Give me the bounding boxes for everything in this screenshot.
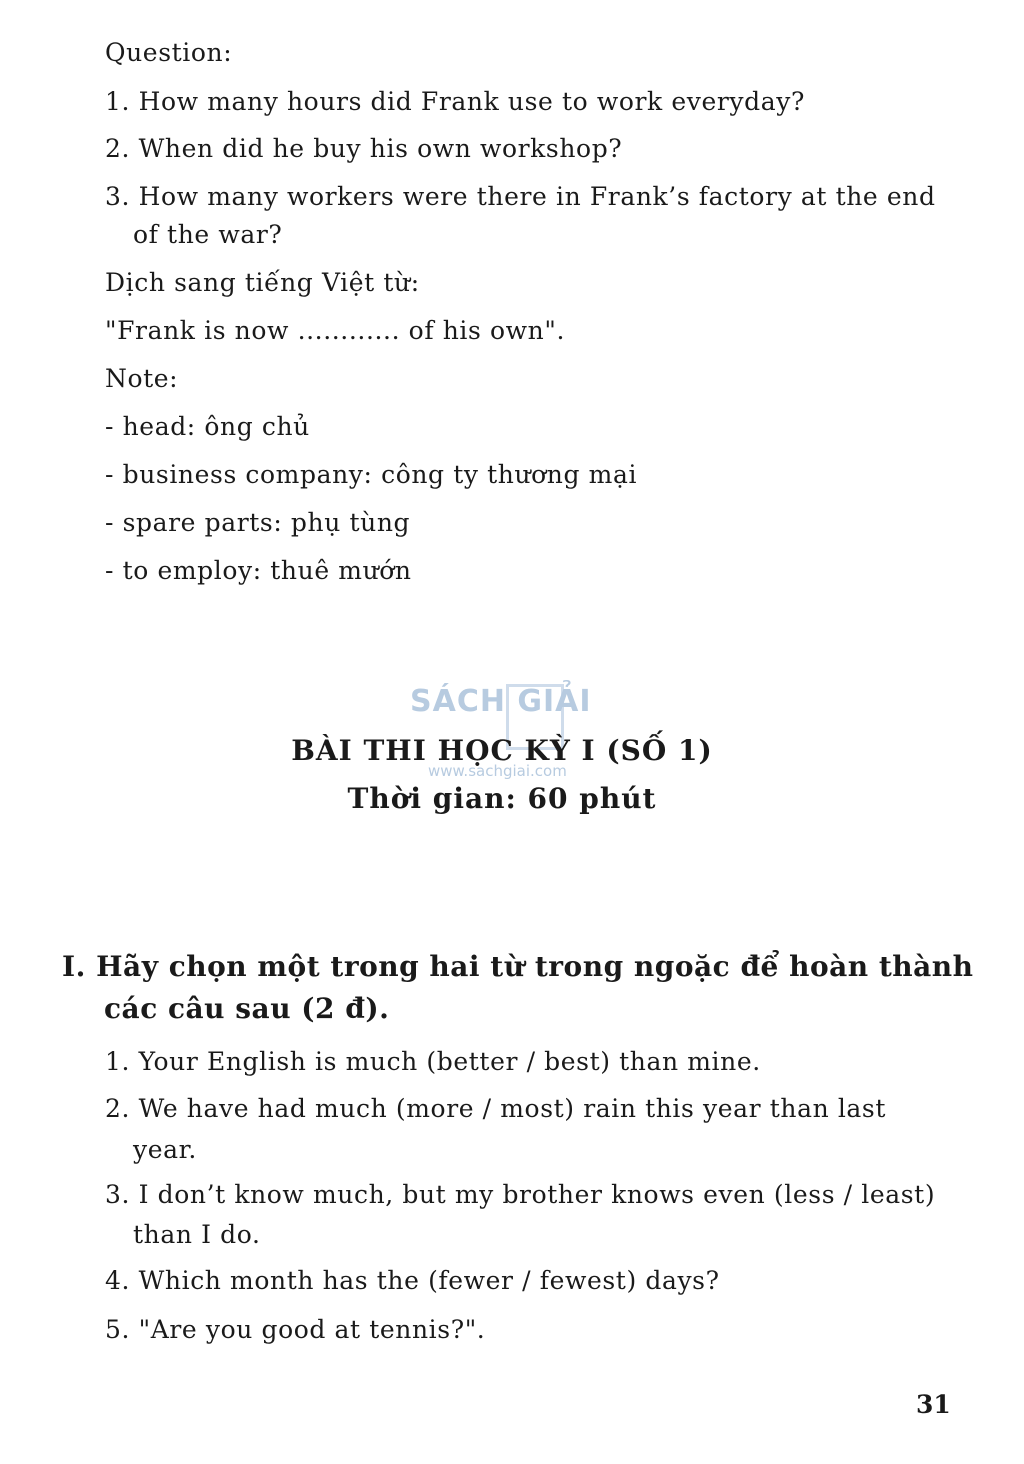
watermark-brand: SÁCH GIẢI bbox=[410, 684, 592, 719]
question-item: 3. How many workers were there in Frank’s factory at the end bbox=[105, 182, 936, 211]
translate-label: Dịch sang tiếng Việt từ: bbox=[105, 268, 420, 297]
note-label: Note: bbox=[105, 364, 179, 393]
exam-time: Thời gian: 60 phút bbox=[347, 782, 657, 815]
exercise-item-continuation: year. bbox=[133, 1135, 197, 1164]
exercise-item: 4. Which month has the (fewer / fewest) days? bbox=[105, 1266, 720, 1295]
exercise-item: 3. I don’t know much, but my brother knows even (less / least) bbox=[105, 1180, 936, 1209]
note-item: - business company: công ty thương mại bbox=[105, 460, 638, 489]
exercise-heading: I. Hãy chọn một trong hai từ trong ngoặc để hoàn thành bbox=[62, 950, 974, 983]
exam-title: BÀI THI HỌC KỲ I (SỐ 1) bbox=[291, 734, 713, 767]
question-item-continuation: of the war? bbox=[133, 220, 283, 249]
note-item: - to employ: thuê mướn bbox=[105, 556, 412, 585]
page-number: 31 bbox=[916, 1390, 951, 1419]
exercise-heading-continuation: các câu sau (2 đ). bbox=[104, 992, 390, 1025]
question-item: 1. How many hours did Frank use to work everyday? bbox=[105, 87, 805, 116]
watermark-url: www.sachgiai.com bbox=[428, 762, 567, 780]
note-item: - spare parts: phụ tùng bbox=[105, 508, 411, 537]
question-item: 2. When did he buy his own workshop? bbox=[105, 134, 623, 163]
exercise-item-continuation: than I do. bbox=[133, 1220, 261, 1249]
exercise-item: 2. We have had much (more / most) rain this year than last bbox=[105, 1094, 887, 1123]
exercise-item: 5. "Are you good at tennis?". bbox=[105, 1315, 486, 1344]
translate-sentence: "Frank is now ............ of his own". bbox=[105, 316, 565, 345]
exercise-item: 1. Your English is much (better / best) than mine. bbox=[105, 1047, 761, 1076]
question-label: Question: bbox=[105, 38, 233, 67]
note-item: - head: ông chủ bbox=[105, 412, 310, 441]
